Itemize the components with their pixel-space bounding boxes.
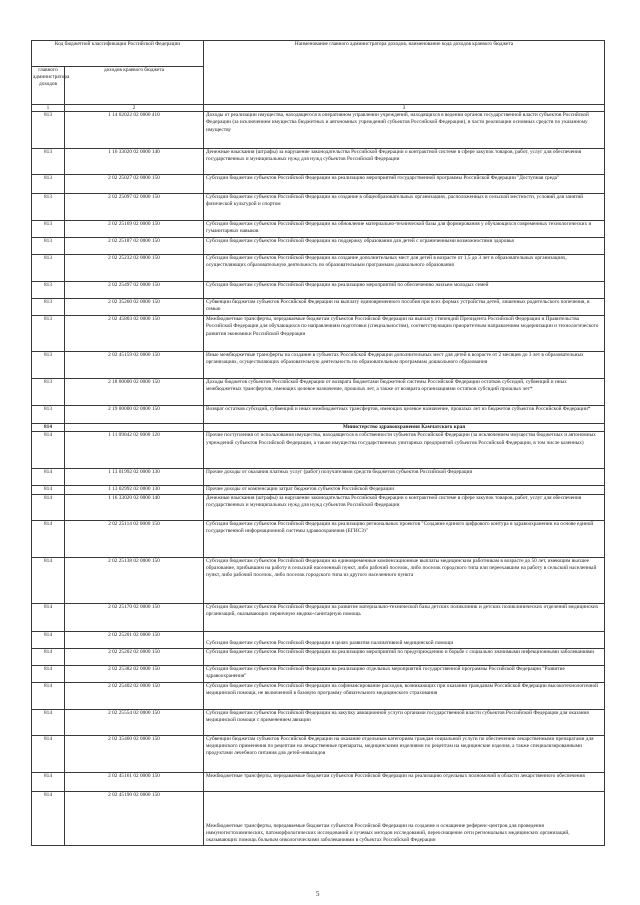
table-row [32, 112, 605, 149]
description-cell: Субсидии бюджетам субъектов Российской Федерации на софинансирование расходов, возникающих при оказании гражданам Российской Федерации высокотехнологичной медицинской помощи, не включенной в базовую программу обязательного медицинского страхования [204, 682, 605, 709]
table-row [32, 255, 605, 282]
admin-code-cell: 814 [32, 735, 65, 772]
income-code-cell: 2 02 35460 02 0000 150 [65, 735, 204, 772]
description-cell: Доходы бюджетов субъектов Российской Федерации от возврата бюджетами бюджетной системы Российской Федерации остатков субсидий, субвенций и иных межбюджетных трансфертов, имеющих целевое назначение, прошлых лет, а также от возврата организациями остатков субсидий прошлых лет* [204, 379, 605, 406]
column-number: 3 [204, 105, 605, 112]
admin-code-cell: 814 [32, 557, 65, 603]
description-cell: Субсидии бюджетам субъектов Российской Федерации на реализацию отдельных мероприятий государственной программы Российской Федерации "Развитие здравоохранения" [204, 665, 605, 682]
admin-code-cell: 813 [32, 299, 65, 316]
table-row [32, 709, 605, 735]
admin-code-cell: 813 [32, 379, 65, 406]
admin-code-cell: 814 [32, 432, 65, 469]
income-code-cell: 1 16 33020 02 0000 140 [65, 494, 204, 520]
income-code-cell: 2 02 25554 02 0000 150 [65, 709, 204, 735]
table-row [32, 735, 605, 772]
income-code-cell: 2 02 45803 02 0000 150 [65, 316, 204, 352]
income-code-cell: 2 02 25382 02 0000 150 [65, 665, 204, 682]
admin-code-cell: 813 [32, 149, 65, 175]
admin-code-cell: 814 [32, 603, 65, 631]
description-cell: Денежные взыскания (штрафы) за нарушение законодательства Российской Федерации о контрактной системе в сфере закупок товаров, работ, услуг для обеспечения государственных и муниципальных нужд для нужд субъектов Российской Федерации [204, 494, 605, 520]
table-row [32, 486, 605, 494]
table-row [32, 221, 605, 238]
income-code-cell: 2 02 25202 02 0000 150 [65, 648, 204, 665]
table-row [32, 791, 605, 845]
description-cell: Межбюджетные трансферты, передаваемые бюджетам субъектов Российской Федерации на выплату стипендий Президента Российской Федерации и Правительства Российской Федерации для обучающихся по направлениям подготовки (специальностям), соответствующим приоритетным направлениям модернизации и технологического развития экономики Российской Федерации [204, 316, 605, 352]
table-row [32, 631, 605, 648]
description-cell: Субсидии бюджетам субъектов Российской Федерации на создание в общеобразовательных организациях, расположенных в сельской местности, условий для занятий физической культурой и спортом [204, 194, 605, 221]
admin-code-cell: 813 [32, 352, 65, 379]
description-cell: Прочие доходы от оказания платных услуг (работ) получателями средств бюджетов субъектов Российской Федерации [204, 469, 605, 486]
admin-code-cell: 814 [32, 665, 65, 682]
column-number: 1 [32, 105, 65, 112]
description-cell: Субсидии бюджетам субъектов Российской Федерации на реализацию мероприятий по обеспечению жильем молодых семей [204, 282, 605, 299]
table-row [32, 494, 605, 520]
income-code-cell: 2 02 25170 02 0000 150 [65, 603, 204, 631]
income-code-cell: 2 19 00000 02 0000 150 [65, 406, 204, 424]
description-cell: Субсидии бюджетам субъектов Российской Федерации на создание дополнительных мест для детей в возрасте от 1,5 до 3 лет в образовательных организациях, осуществляющих образовательную деятельность по образовательным программам дошкольного образования [204, 255, 605, 282]
table-row [32, 648, 605, 665]
admin-code-cell: 813 [32, 221, 65, 238]
header-kbk: Код бюджетной классификации Российской Федерации [32, 41, 204, 67]
description-cell: Субсидии бюджетам субъектов Российской Федерации на поддержку образования для детей с ограниченными возможностями здоровья [204, 238, 605, 255]
table-row [32, 665, 605, 682]
description-cell: Субсидии бюджетам субъектов Российской Федерации на реализацию региональных проектов "Создание единого цифрового контура в здравоохранении на основе единой государственной информационной системы здравоохранения (ЕГИСЗ)" [204, 520, 605, 557]
admin-code-cell: 814 [32, 486, 65, 494]
income-code-cell [65, 424, 204, 432]
admin-code-cell: 814 [32, 494, 65, 520]
income-code-cell: 2 02 25027 02 0000 150 [65, 175, 204, 194]
description-cell: Субсидии бюджетам субъектов Российской Федерации на закупку авиационной услуги органами государственной власти субъектов Российской Федерации для оказания медицинской помощи с применением авиации [204, 709, 605, 735]
admin-code-cell: 814 [32, 520, 65, 557]
income-code-cell: 2 02 25114 02 0000 150 [65, 520, 204, 557]
table-row [32, 194, 605, 221]
admin-code-cell: 813 [32, 175, 65, 194]
description-cell: Межбюджетные трансферты, передаваемые бюджетам субъектов Российской Федерации на реализацию отдельных полномочий в области лекарственного обеспечения [204, 772, 605, 791]
income-code-cell: 2 02 25201 02 0000 150 [65, 631, 204, 648]
income-code-cell: 2 02 25187 02 0000 150 [65, 238, 204, 255]
table-body [32, 112, 605, 846]
table-row [32, 557, 605, 603]
admin-code-cell: 813 [32, 112, 65, 149]
admin-code-cell: 814 [32, 424, 65, 432]
income-code-cell: 2 02 25232 02 0000 150 [65, 255, 204, 282]
table-row [32, 406, 605, 424]
income-code-cell: 2 02 25169 02 0000 150 [65, 221, 204, 238]
budget-classification-table [31, 40, 605, 846]
description-cell: Прочие доходы от компенсации затрат бюджетов субъектов Российской Федерации [204, 486, 605, 494]
description-cell: Субсидии бюджетам субъектов Российской Федерации в целях развития паллиативной медицинской помощи [204, 631, 605, 648]
table-row [32, 352, 605, 379]
column-number: 2 [65, 105, 204, 112]
income-code-cell: 1 13 02992 02 0000 130 [65, 486, 204, 494]
admin-code-cell: 814 [32, 469, 65, 486]
description-cell: Субсидии бюджетам субъектов Российской Федерации на реализацию мероприятий государственной программы Российской Федерации "Доступная среда" [204, 175, 605, 194]
income-code-cell: 2 02 35260 02 0000 150 [65, 299, 204, 316]
description-cell: Субсидии бюджетам субъектов Российской Федерации на развитие материально-технической базы детских поликлиник и детских поликлинических отделений медицинских организаций, оказывающих первичную медико-санитарную помощь [204, 603, 605, 631]
admin-code-cell: 814 [32, 648, 65, 665]
description-cell: Субсидии бюджетам субъектов Российской Федерации на реализацию мероприятий по предупреждению и борьбе с социально значимыми инфекционными заболеваниями [204, 648, 605, 665]
header-admin: главного администратора доходов [32, 67, 65, 105]
admin-code-cell: 814 [32, 772, 65, 791]
table-row [32, 238, 605, 255]
income-code-cell: 2 02 45190 02 0000 150 [65, 791, 204, 845]
admin-code-cell: 814 [32, 631, 65, 648]
income-code-cell: 1 11 09042 02 0000 120 [65, 432, 204, 469]
income-code-cell: 2 02 45161 02 0000 150 [65, 772, 204, 791]
description-cell: Субсидии бюджетам субъектов Российской Федерации на обновление материально-технической базы для формирования у обучающихся современных технологических и гуманитарных навыков [204, 221, 605, 238]
description-cell: Субвенции бюджетам субъектов Российской Федерации на выплату единовременного пособия при всех формах устройства детей, лишенных родительского попечения, в семью [204, 299, 605, 316]
income-code-cell: 1 13 01992 02 0000 130 [65, 469, 204, 486]
income-code-cell: 1 16 33020 02 0000 140 [65, 149, 204, 175]
table-row [32, 316, 605, 352]
description-cell: Субвенции бюджетам субъектов Российской Федерации на оказание отдельным категориям граждан социальной услуги по обеспечению лекарственными препаратами для медицинского применения по рецептам на лекарственные препараты, медицинскими изделиями по рецептам на медицинские изделия, а также специализированными продуктами лечебного питания для детей-инвалидов [204, 735, 605, 772]
table-row [32, 282, 605, 299]
income-code-cell: 1 14 02022 02 0000 410 [65, 112, 204, 149]
table-row [32, 772, 605, 791]
description-cell: Прочие поступления от использования имущества, находящегося в собственности субъектов Российской Федерации (за исключением имущества бюджетных и автономных учреждений субъектов Российской Федерации, а также имущества государственных унитарных предприятий субъектов Российской Федерации, в том числе казенных) [204, 432, 605, 469]
admin-code-cell: 813 [32, 194, 65, 221]
table-row [32, 149, 605, 175]
admin-code-cell: 813 [32, 316, 65, 352]
table-row [32, 432, 605, 469]
table-row [32, 175, 605, 194]
description-cell: Доходы от реализации имущества, находящегося в оперативном управлении учреждений, находящихся в ведении органов государственной власти субъектов Российской Федерации (за исключением имущества бюджетных и автономных учреждений субъектов Российской Федерации), в части реализации основных средств по указанному имуществу [204, 112, 605, 149]
description-cell: Иные межбюджетные трансферты на создание в субъектах Российской Федерации дополнительных мест для детей в возрасте от 2 месяцев до 3 лет в образовательных организациях, осуществляющих образовательную деятельность по образовательным программам дошкольного образования [204, 352, 605, 379]
page-number: 5 [316, 890, 320, 898]
section-row [32, 424, 605, 432]
income-code-cell: 2 18 00000 02 0000 150 [65, 379, 204, 406]
admin-code-cell: 813 [32, 406, 65, 424]
description-cell: Субсидии бюджетам субъектов Российской Федерации на единовременные компенсационные выплаты медицинским работникам в возрасте до 50 лет, имеющим высшее образование, прибывшим на работу в сельский населенный пункт, либо рабочий поселок, либо поселок городского типа или переехавшим на работу в сельский населенный пункт, либо рабочий поселок, либо поселок городского типа из другого населенного пункта [204, 557, 605, 603]
admin-code-cell: 814 [32, 709, 65, 735]
header-name: Наименование главного администратора доходов, наименование кода доходов краевого бюджета [204, 41, 605, 105]
description-cell: Межбюджетные трансферты, передаваемые бюджетам субъектов Российской Федерации на создание и оснащение референс-центров для проведения иммуногистохимических, патоморфологических исследований и лучевых методов исследований, переоснащение сети региональных медицинских организаций, оказывающих помощь больным онкологическими заболеваниями в субъектах Российской Федерации [204, 791, 605, 845]
admin-code-cell: 813 [32, 282, 65, 299]
document-sheet [31, 40, 604, 846]
admin-code-cell: 813 [32, 255, 65, 282]
income-code-cell: 2 02 45159 02 0000 150 [65, 352, 204, 379]
table-row [32, 379, 605, 406]
income-code-cell: 2 02 25097 02 0000 150 [65, 194, 204, 221]
table-row [32, 520, 605, 557]
table-row [32, 682, 605, 709]
section-title-cell: Министерство здравоохранения Камчатского края [204, 424, 605, 432]
table-row [32, 469, 605, 486]
admin-code-cell: 814 [32, 791, 65, 845]
admin-code-cell: 813 [32, 238, 65, 255]
income-code-cell: 2 02 25138 02 0000 150 [65, 557, 204, 603]
table-row [32, 603, 605, 631]
description-cell: Денежные взыскания (штрафы) за нарушение законодательства Российской Федерации о контрактной системе в сфере закупок товаров, работ, услуг для обеспечения государственных и муниципальных нужд для нужд субъектов Российской Федерации [204, 149, 605, 175]
income-code-cell: 2 02 25402 02 0000 150 [65, 682, 204, 709]
header-income: доходов краевого бюджета [65, 67, 204, 105]
admin-code-cell: 814 [32, 682, 65, 709]
table-row [32, 299, 605, 316]
description-cell: Возврат остатков субсидий, субвенций и иных межбюджетных трансфертов, имеющих целевое назначение, прошлых лет из бюджетов субъектов Российской Федерации* [204, 406, 605, 424]
income-code-cell: 2 02 25497 02 0000 150 [65, 282, 204, 299]
